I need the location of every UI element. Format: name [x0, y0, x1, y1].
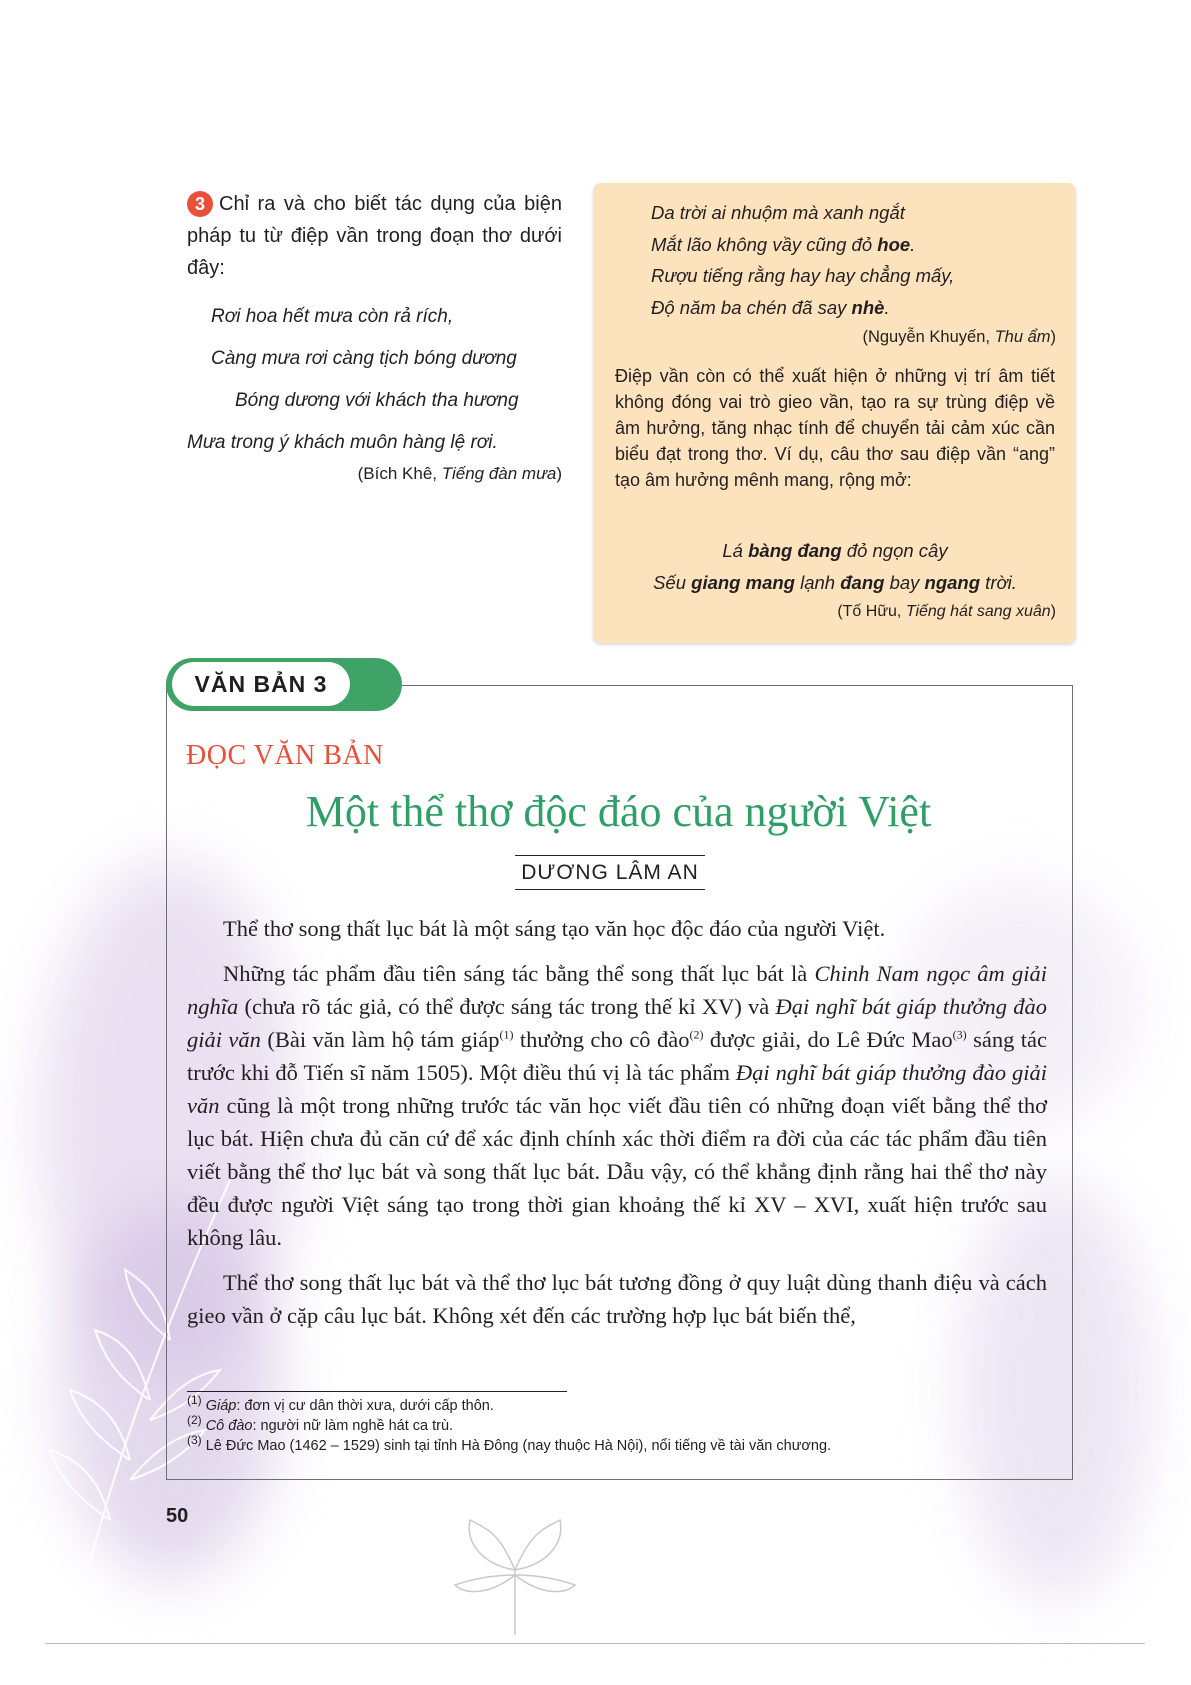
footnote-divider [187, 1391, 567, 1392]
exercise-prompt-text: Chỉ ra và cho biết tác dụng của biện pháp tu từ điệp vần trong đoạn thơ dưới đây: [187, 193, 562, 279]
body-paragraph: Thể thơ song thất lục bát là một sáng tạo văn học độc đáo của người Việt. [223, 916, 886, 941]
footnote-ref: (1) [499, 1027, 514, 1042]
section-tab-label: VĂN BẢN 3 [172, 662, 350, 706]
text-title: Một thể thơ độc đáo của người Việt [305, 787, 932, 836]
bottom-rule [45, 1643, 1145, 1644]
note-body: Điệp vần còn có thể xuất hiện ở những vị trí âm tiết không đóng vai trò gieo vần, tạo ra sự trùng điệp về âm hưởng, tăng nhạc tính để chuyển tải cảm xúc cần biểu đạt trong thơ. Ví dụ, câu thơ sau điệp vần “ang” tạo âm hưởng mênh mang, rộng mở: [615, 366, 1055, 490]
leaf-decoration-icon [430, 1500, 600, 1640]
note-poem [651, 197, 1051, 323]
footnote: $^{(3)}$ Lê Đức Mao (1462 – 1529) sinh tại tỉnh Hà Đông (nay thuộc Hà Nội), nổi tiếng về tài văn chương. [187, 1433, 832, 1454]
note-poem-line: Độ năm ba chén đã say nhè. [651, 296, 890, 318]
example-source: (Tố Hữu, Tiếng hát sang xuân) [837, 603, 1056, 620]
note-poem-line: Mắt lão không vầy cũng đỏ hoe. [651, 233, 916, 255]
footnote: $^{(2)}$ Cô đào: người nữ làm nghề hát ca trù. [187, 1413, 454, 1434]
footnote-ref: (2) [689, 1027, 704, 1042]
exercise-poem [187, 296, 562, 464]
poem-line: Bóng dương với khách tha hương [235, 390, 519, 411]
poem-line: Mưa trong ý khách muôn hàng lệ rơi. [187, 432, 498, 453]
body-paragraph: Thể thơ song thất lục bát và thể thơ lục bát tương đồng ở quy luật dùng thanh điệu và cách gieo vần ở cặp câu lục bát. Không xét đến các trường hợp lục bát biến thể, [187, 1270, 1047, 1328]
exercise-3 [187, 188, 562, 484]
footnote-ref: (3) [952, 1027, 967, 1042]
footnotes [187, 1393, 1047, 1456]
poem-line: Rơi hoa hết mưa còn rả rích, [211, 306, 454, 327]
note-box [593, 183, 1076, 643]
exercise-prompt [187, 188, 562, 284]
exercise-number-badge: 3 [187, 191, 213, 217]
poem-source: (Bích Khê, Tiếng đàn mưa) [357, 464, 562, 483]
note-poem-line: Da trời ai nhuộm mà xanh ngắt [651, 202, 905, 223]
page-number: 50 [166, 1505, 189, 1527]
example-line: Sếu giang mang lạnh đang bay ngang trời. [653, 572, 1017, 593]
footnote: $^{(1)}$ Giáp: đơn vị cư dân thời xưa, dưới cấp thôn. [187, 1393, 494, 1414]
text-author: DƯƠNG LÂM AN [515, 855, 705, 890]
note-poem-source: (Nguyễn Khuyến, Thu ẩm) [862, 328, 1056, 346]
example-line: Lá bàng đang đỏ ngọn cây [722, 540, 948, 561]
note-poem-line: Rượu tiếng rằng hay hay chẳng mấy, [651, 265, 955, 286]
body-paragraph: Những tác phẩm đầu tiên sáng tác bằng thể song thất lục bát là Chinh Nam ngọc âm giải nghĩa (chưa rõ tác giả, có thể được sáng tác trong thế kỉ XV) và Đại nghĩ bát giáp thưởng đào giải văn (Bài văn làm hộ tám giáp$^{(1)}$ thưởng cho cô đào$^{(2)}$ được giải, do Lê Đức Mao$^{(3)}$ sáng tác trước khi đỗ Tiến sĩ năm 1505). Một điều thú vị là tác phẩm Đại nghĩ bát giáp thưởng đào giải văn cũng là một trong những trước tác văn học viết đầu tiên có những đoạn viết bằng thể thơ lục bát. Hiện chưa đủ căn cứ để xác định chính xác thời điểm ra đời của các tác phẩm đầu tiên viết bằng thể thơ lục bát và song thất lục bát. Dẫu vậy, có thể khẳng định rằng hai thể thơ này đều được người Việt sáng tạo trong thời gian khoảng thế kỉ XV – XVI, xuất hiện trước sau không lâu. [187, 961, 1048, 1250]
poem-line: Càng mưa rơi càng tịch bóng dương [211, 348, 517, 369]
read-label: ĐỌC VĂN BẢN [186, 740, 384, 771]
text-body [187, 912, 1047, 1344]
